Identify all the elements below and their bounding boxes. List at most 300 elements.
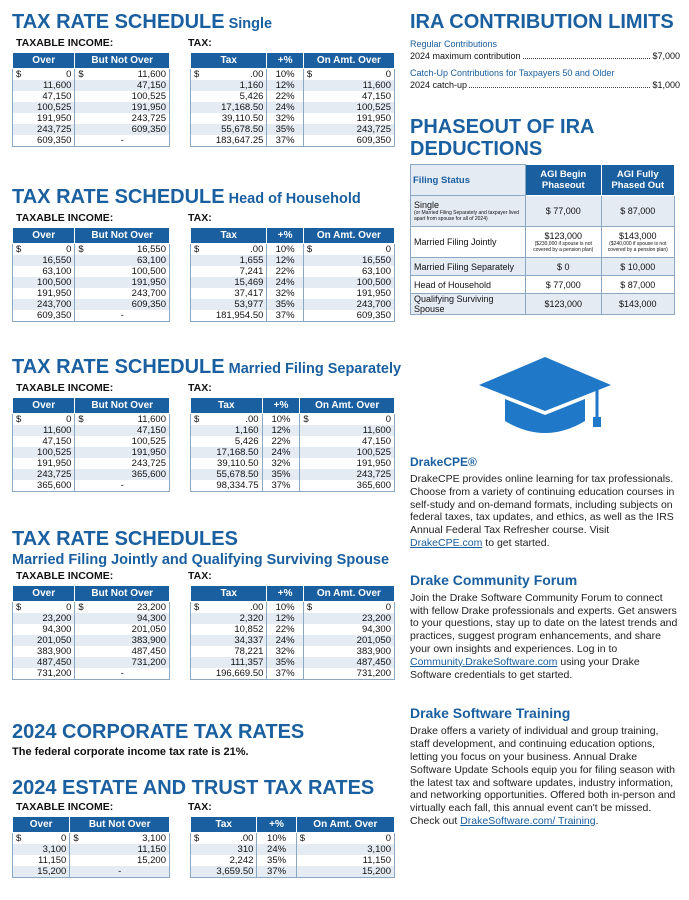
tax-table (190, 585, 395, 680)
table-cell: 243,725 (300, 469, 395, 480)
table-cell: 201,050 (75, 624, 170, 635)
table-cell: 15,469 (191, 277, 267, 288)
table-cell: 24% (262, 447, 300, 458)
training-link[interactable]: DrakeSoftware.com/ Training (460, 814, 596, 827)
forum-title: Drake Community Forum (410, 571, 578, 588)
table-cell: $ .00 (191, 244, 267, 256)
table-cell: 609,350 (303, 135, 394, 147)
table-row (191, 668, 395, 680)
table-cell: 365,600 (13, 480, 75, 492)
table-cell: - (75, 480, 170, 492)
table-cell: 11,600 (303, 80, 394, 91)
column-header: On Amt. Over (303, 53, 394, 69)
table-row (191, 480, 395, 492)
table-cell: 47,150 (75, 425, 170, 436)
table-cell: 100,500 (75, 266, 170, 277)
table-row (191, 414, 395, 426)
table-row (191, 624, 395, 635)
table-cell: 47,150 (75, 80, 170, 91)
section-title: TAX RATE SCHEDULE Head of Household (12, 186, 361, 208)
section-title: TAX RATE SCHEDULE Single (12, 11, 273, 33)
column-header: +% (267, 586, 303, 602)
table-row (191, 91, 395, 102)
table-row (191, 436, 395, 447)
column-header: Tax (191, 398, 263, 414)
taxable-income-table (12, 585, 170, 680)
phaseout-row (411, 276, 675, 294)
header-agi-end: AGI Fully Phased Out (601, 165, 674, 196)
table-cell: 37% (267, 668, 303, 680)
table-cell: $ 0 (303, 244, 394, 256)
table-cell: 11,150 (70, 844, 170, 855)
table-cell: 383,900 (13, 646, 75, 657)
table-pair (12, 816, 395, 878)
table-cell: 100,525 (13, 102, 75, 113)
table-header-row (191, 586, 395, 602)
table-row (191, 124, 395, 135)
taxable-income-table (12, 816, 170, 878)
table-cell: 100,525 (75, 91, 170, 102)
column-header: +% (262, 398, 300, 414)
table-cell: 32% (267, 113, 303, 124)
table-cell: 94,300 (75, 613, 170, 624)
table-cell: 243,725 (13, 124, 75, 135)
table-cell: 7,241 (191, 266, 267, 277)
table-cell: 1,655 (191, 255, 267, 266)
table-row (13, 277, 170, 288)
forum-link[interactable]: Community.DrakeSoftware.com (410, 655, 558, 668)
forum-text: Join the Drake Software Community Forum to connect with fellow Drake professionals and experts. Get answers to your questions, stay up to date on the latest trends and practices, suggest program enhancements, and share your own insights and experiences. Log in to Community.DrakeSoftware.com using your Drake Software credentials to get started. (410, 591, 678, 681)
table-row (191, 135, 395, 147)
table-cell: 94,300 (303, 624, 394, 635)
column-header: On Amt. Over (300, 398, 395, 414)
table-row (13, 288, 170, 299)
table-cell: 63,100 (75, 255, 170, 266)
table-cell: 100,525 (75, 436, 170, 447)
table-row (13, 646, 170, 657)
table-cell: 243,700 (75, 288, 170, 299)
table-cell: $ 16,550 (75, 244, 170, 256)
table-cell: 487,450 (13, 657, 75, 668)
table-cell: 191,950 (75, 102, 170, 113)
table-cell: $ 0 (296, 833, 394, 845)
corporate-section (12, 720, 395, 776)
column-header: Over (13, 398, 75, 414)
table-cell: 365,600 (75, 469, 170, 480)
table-cell: 100,525 (300, 447, 395, 458)
table-cell: 35% (257, 855, 296, 866)
table-row (191, 602, 395, 614)
table-cell: 47,150 (13, 436, 75, 447)
table-row (191, 657, 395, 668)
table-cell: $ 11,600 (75, 69, 170, 81)
table-cell: $ 0 (303, 69, 394, 81)
table-cell: 24% (267, 102, 303, 113)
filing-status-cell: Head of Household (411, 276, 526, 294)
table-cell: 181,954.50 (191, 310, 267, 322)
table-cell: 383,900 (75, 635, 170, 646)
table-row (13, 425, 170, 436)
table-row (13, 657, 170, 668)
estate-section (12, 776, 395, 878)
table-cell: $ 0 (13, 69, 75, 81)
phaseout-row (411, 227, 675, 258)
table-cell: 5,426 (191, 436, 263, 447)
table-row (13, 255, 170, 266)
table-header-row (13, 53, 170, 69)
table-cell: 47,150 (303, 91, 394, 102)
agi-begin-cell: $123,000 ($230,000 if spouse is not covered by a pension plan) (526, 227, 602, 258)
table-cell: 53,977 (191, 299, 267, 310)
table-cell: 32% (267, 288, 303, 299)
drakecpe-link[interactable]: DrakeCPE.com (410, 536, 483, 549)
catchup-heading: Catch-Up Contributions for Taxpayers 50 and Older (410, 68, 615, 78)
table-cell: 243,725 (75, 458, 170, 469)
drakecpe-text: DrakeCPE provides online learning for tax professionals. Choose from a variety of continuing education courses in self-study and on-demand formats, including subjects on federal taxes, tax updates, and ethics, as well as the IRS Annual Federal Tax Refresher course. Visit DrakeCPE.com to get started. (410, 473, 675, 549)
column-header: Tax (191, 228, 267, 244)
table-row (13, 414, 170, 426)
filing-status-cell: Married Filing Separately (411, 258, 526, 276)
filing-status-cell: Single (or Married Filing Separately and taxpayer lived apart from spouse for all of 2024) (411, 196, 526, 227)
tax-table (190, 227, 395, 322)
table-row (191, 447, 395, 458)
table-cell: 78,221 (191, 646, 267, 657)
table-row (13, 299, 170, 310)
table-cell: 191,950 (303, 288, 394, 299)
agi-end-cell: $ 87,000 (601, 196, 674, 227)
table-cell: 310 (191, 844, 257, 855)
table-cell: 609,350 (303, 310, 394, 322)
table-cell: 609,350 (75, 299, 170, 310)
table-cell: 15,200 (296, 866, 394, 878)
table-cell: 111,357 (191, 657, 267, 668)
taxable-income-table (12, 397, 170, 492)
table-cell: 191,950 (13, 113, 75, 124)
table-row (191, 255, 395, 266)
table-row (191, 80, 395, 91)
table-cell: 243,700 (13, 299, 75, 310)
column-header: Tax (191, 817, 257, 833)
column-header: +% (257, 817, 296, 833)
table-cell: 12% (267, 255, 303, 266)
table-cell: 47,150 (13, 91, 75, 102)
table-cell: 2,320 (191, 613, 267, 624)
phaseout-title-line2: DEDUCTIONS (410, 138, 543, 160)
table-row (191, 646, 395, 657)
table-cell: $ 11,600 (75, 414, 170, 426)
filing-status-cell: Qualifying Surviving Spouse (411, 294, 526, 315)
filing-status-cell: Married Filing Jointly (411, 227, 526, 258)
table-cell: 1,160 (191, 80, 267, 91)
table-header-row (191, 53, 395, 69)
table-cell: 100,525 (303, 102, 394, 113)
table-cell: 100,525 (13, 447, 75, 458)
table-row (13, 80, 170, 91)
table-cell: 12% (262, 425, 300, 436)
table-cell: 11,600 (300, 425, 395, 436)
table-cell: 731,200 (75, 657, 170, 668)
section-title: TAX RATE SCHEDULE Married Filing Separately (12, 356, 402, 378)
training-title: Drake Software Training (410, 705, 571, 722)
table-row (191, 469, 395, 480)
table-cell: 32% (267, 646, 303, 657)
table-cell: 201,050 (13, 635, 75, 646)
table-row (13, 613, 170, 624)
table-cell: 17,168.50 (191, 102, 267, 113)
table-cell: 16,550 (303, 255, 394, 266)
table-cell: 183,647.25 (191, 135, 267, 147)
table-cell: 243,700 (303, 299, 394, 310)
table-cell: 11,150 (13, 855, 70, 866)
table-cell: 22% (262, 436, 300, 447)
table-cell: 37% (257, 866, 296, 878)
tax-table (190, 397, 395, 492)
table-cell: $ 0 (13, 602, 75, 614)
left-column (12, 10, 402, 878)
table-cell: 383,900 (303, 646, 394, 657)
table-header-row (13, 228, 170, 244)
table-cell: 24% (267, 277, 303, 288)
schedule-head-of-household (12, 185, 395, 355)
phaseout-row (411, 294, 675, 315)
table-cell: 39,110.50 (191, 458, 263, 469)
table-cell: 10% (267, 602, 303, 614)
table-cell: $ .00 (191, 69, 267, 81)
table-cell: 609,350 (13, 135, 75, 147)
table-cell: 12% (267, 613, 303, 624)
table-pair (12, 52, 395, 147)
table-row (191, 310, 395, 322)
column-header: But Not Over (75, 586, 170, 602)
table-cell: $ 0 (13, 244, 75, 256)
table-cell: $ .00 (191, 833, 257, 845)
column-header: But Not Over (75, 53, 170, 69)
table-row (191, 866, 395, 878)
table-row (13, 833, 170, 845)
table-cell: 24% (257, 844, 296, 855)
table-row (13, 244, 170, 256)
table-cell: 365,600 (300, 480, 395, 492)
table-header-row (13, 817, 170, 833)
table-cell: 16,550 (13, 255, 75, 266)
table-cell: 37% (267, 310, 303, 322)
table-row (191, 299, 395, 310)
training-text: Drake offers a variety of individual and group training, staff development, and continuing education options, letting you focus on your business. Annual Drake Software Update Schools equip you for filing season with the latest tax and software updates, industry information, and networking opportunities. Offered both in-person and virtually each fall, this annual event can't be missed. Check out DrakeSoftware.com/ Training. (410, 725, 676, 827)
tax-table (190, 816, 395, 878)
table-row (191, 425, 395, 436)
header-filing-status: Filing Status (411, 165, 526, 196)
table-cell: 22% (267, 266, 303, 277)
table-row (191, 855, 395, 866)
table-header-row (191, 398, 395, 414)
table-cell: 39,110.50 (191, 113, 267, 124)
column-group-labels: TAXABLE INCOME: TAX: (16, 382, 212, 394)
table-row (13, 458, 170, 469)
table-cell: 98,334.75 (191, 480, 263, 492)
table-row (13, 135, 170, 147)
table-row (13, 266, 170, 277)
table-cell: 24% (267, 635, 303, 646)
table-cell: 32% (262, 458, 300, 469)
table-row (13, 668, 170, 680)
catchup-line: 2024 catch-up $1,000 (410, 80, 680, 90)
agi-begin-cell: $ 77,000 (526, 196, 602, 227)
table-cell: 487,450 (303, 657, 394, 668)
table-row (191, 844, 395, 855)
table-row (191, 266, 395, 277)
table-cell: 23,200 (13, 613, 75, 624)
regular-contribution-line: 2024 maximum contribution $7,000 (410, 51, 680, 61)
column-group-labels: TAXABLE INCOME: TAX: (16, 570, 212, 582)
table-cell: 37% (267, 135, 303, 147)
table-row (13, 624, 170, 635)
table-cell: 11,150 (296, 855, 394, 866)
table-cell: 10% (262, 414, 300, 426)
table-pair (12, 585, 395, 680)
agi-begin-cell: $ 77,000 (526, 276, 602, 294)
section-title: TAX RATE SCHEDULES (12, 528, 238, 550)
agi-begin-cell: $123,000 (526, 294, 602, 315)
table-cell: 17,168.50 (191, 447, 263, 458)
table-cell: 35% (267, 657, 303, 668)
table-cell: 10% (257, 833, 296, 845)
table-cell: 10% (267, 244, 303, 256)
graduation-cap-icon (410, 353, 680, 445)
table-cell: 609,350 (13, 310, 75, 322)
table-cell: 47,150 (300, 436, 395, 447)
right-column (410, 10, 680, 828)
table-cell: $ .00 (191, 414, 263, 426)
corporate-title: 2024 CORPORATE TAX RATES (12, 721, 305, 743)
table-row (13, 480, 170, 492)
table-header-row (191, 817, 395, 833)
table-cell: 15,200 (13, 866, 70, 878)
table-cell: $ 0 (300, 414, 395, 426)
ira-title: IRA CONTRIBUTION LIMITS (410, 11, 674, 33)
schedule-married-jointly (12, 527, 395, 720)
column-header: Over (13, 53, 75, 69)
table-cell: 191,950 (13, 458, 75, 469)
table-pair (12, 397, 395, 492)
table-cell: 609,350 (75, 124, 170, 135)
table-cell: 34,337 (191, 635, 267, 646)
table-cell: 37,417 (191, 288, 267, 299)
table-row (13, 124, 170, 135)
table-row (191, 102, 395, 113)
table-row (191, 69, 395, 81)
table-cell: $ 0 (13, 414, 75, 426)
table-row (191, 833, 395, 845)
column-header: +% (267, 53, 303, 69)
column-header: On Amt. Over (303, 228, 394, 244)
table-cell: 15,200 (70, 855, 170, 866)
table-cell: 3,100 (296, 844, 394, 855)
table-cell: 196,669.50 (191, 668, 267, 680)
table-cell: 191,950 (303, 113, 394, 124)
table-row (191, 458, 395, 469)
table-cell: $ 0 (303, 602, 394, 614)
table-row (13, 602, 170, 614)
table-row (191, 288, 395, 299)
table-cell: 35% (262, 469, 300, 480)
agi-begin-cell: $ 0 (526, 258, 602, 276)
table-row (13, 69, 170, 81)
column-group-labels: TAXABLE INCOME: TAX: (16, 801, 212, 813)
table-cell: 243,725 (303, 124, 394, 135)
table-row (191, 613, 395, 624)
table-cell: 10% (267, 69, 303, 81)
table-row (191, 635, 395, 646)
table-cell: - (75, 310, 170, 322)
table-row (13, 102, 170, 113)
column-header: Over (13, 228, 75, 244)
column-header: Tax (191, 53, 267, 69)
table-cell: 55,678.50 (191, 469, 263, 480)
corporate-rate-text: The federal corporate income tax rate is 21%. (12, 746, 249, 758)
table-cell: 487,450 (75, 646, 170, 657)
phaseout-table (410, 164, 675, 315)
table-cell: 731,200 (13, 668, 75, 680)
table-cell: 12% (267, 80, 303, 91)
table-row (13, 436, 170, 447)
table-cell: 243,725 (75, 113, 170, 124)
table-cell: $ 0 (13, 833, 70, 845)
table-row (13, 113, 170, 124)
column-group-labels: TAXABLE INCOME: TAX: (16, 37, 212, 49)
agi-end-cell: $143,000 ($240,000 if spouse is not covered by a pension plan) (601, 227, 674, 258)
table-cell: - (75, 668, 170, 680)
table-row (13, 844, 170, 855)
column-header: Over (13, 586, 75, 602)
table-cell: 10,852 (191, 624, 267, 635)
table-cell: 2,242 (191, 855, 257, 866)
table-cell: 23,200 (303, 613, 394, 624)
tax-table (190, 52, 395, 147)
column-header: +% (267, 228, 303, 244)
table-cell: - (75, 135, 170, 147)
table-cell: 3,659.50 (191, 866, 257, 878)
header-agi-begin: AGI Begin Phaseout (526, 165, 602, 196)
table-row (13, 469, 170, 480)
table-header-row (13, 398, 170, 414)
table-row (13, 310, 170, 322)
table-header-row (13, 586, 170, 602)
table-cell: 191,950 (75, 447, 170, 458)
agi-end-cell: $ 87,000 (601, 276, 674, 294)
table-cell: 11,600 (13, 425, 75, 436)
table-pair (12, 227, 395, 322)
table-cell: 191,950 (300, 458, 395, 469)
table-cell: 35% (267, 299, 303, 310)
agi-end-cell: $143,000 (601, 294, 674, 315)
table-cell: 35% (267, 124, 303, 135)
table-row (13, 855, 170, 866)
regular-contributions-heading: Regular Contributions (410, 39, 498, 49)
table-cell: - (70, 866, 170, 878)
column-header: But Not Over (75, 228, 170, 244)
table-row (13, 91, 170, 102)
table-cell: 37% (262, 480, 300, 492)
column-header: On Amt. Over (296, 817, 394, 833)
table-cell: 22% (267, 624, 303, 635)
table-cell: 191,950 (75, 277, 170, 288)
table-cell: 201,050 (303, 635, 394, 646)
section-subtitle: Married Filing Jointly and Qualifying Surviving Spouse (12, 552, 390, 568)
table-cell: 100,500 (303, 277, 394, 288)
table-cell: 3,100 (13, 844, 70, 855)
table-cell: 55,678.50 (191, 124, 267, 135)
estate-title: 2024 ESTATE AND TRUST TAX RATES (12, 777, 375, 799)
